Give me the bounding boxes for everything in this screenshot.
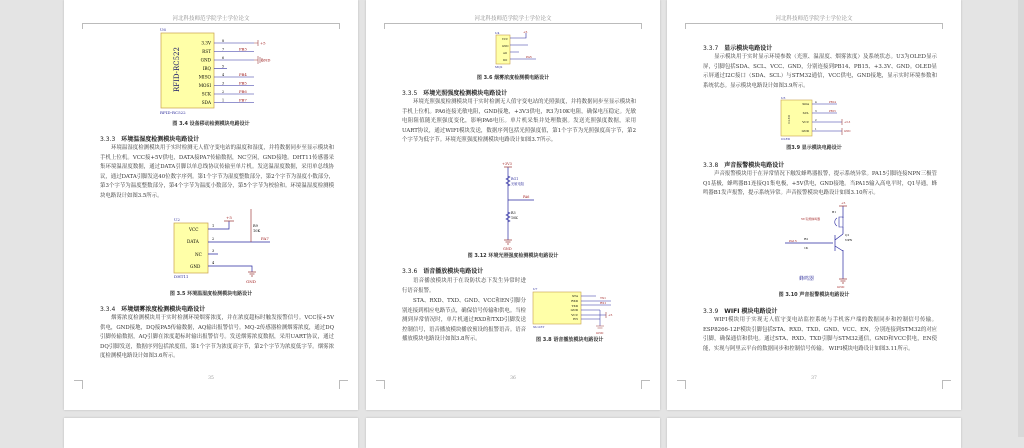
svg-text:4: 4	[212, 261, 215, 265]
svg-text:GND: GND	[502, 45, 509, 48]
svg-text:VCC: VCC	[571, 313, 578, 317]
svg-text:MQ2: MQ2	[495, 65, 503, 69]
svg-text:VCC: VCC	[502, 38, 508, 41]
part-label: RFID-RC522	[160, 110, 186, 115]
paragraph: 声音报警模块用于在异常情况下触发蜂鸣器报警，提示系统异常。PA15引脚连接NPN三极管Q1基极，蜂鸣器B1连接Q1集电极，+5V供电，GND接地。当PA15输入高电平时，Q1导通，蜂鸣器B1发声报警，提示系统异常。声音报警模块电路设计如图3.10所示。	[703, 171, 937, 197]
net-label: PB4	[239, 72, 247, 77]
paragraph: 烟雾浓度检测模块用于实时检测环境烟雾浓度，并在浓度超标时触发报警信号。VCC接+5V供电，GND接地，DQ接PA5传输数据，AQ输出报警信号。MQ-2传感器检测烟雾浓度，通过DQ引脚传输数据，AQ引脚在浓度超标时输出报警信号。发送烟雾浓度数据，采用UART协议，通过DQ引脚发送，数据序列包括浓度值，第1个字节为浓度高字节，第2个字节为浓度低字节。烟雾浓度检测模电路设计如图3.6所示。	[100, 315, 334, 360]
svg-text:B1: B1	[832, 210, 837, 214]
paragraph: 语音播放模块用于在设防状态下发生异常时进行语音报警。	[402, 278, 526, 294]
svg-text:R9: R9	[253, 224, 258, 228]
figure-buzzer-schematic	[667, 0, 961, 290]
pin-label: IRQ	[202, 66, 211, 71]
pin-label: 3.3V	[201, 40, 211, 46]
svg-text:SDA: SDA	[802, 102, 809, 106]
svg-text:GND: GND	[190, 264, 201, 269]
svg-text:R3: R3	[511, 211, 516, 215]
svg-text:1K: 1K	[804, 246, 809, 250]
pin-number: 5	[222, 64, 225, 69]
svg-text:U3: U3	[781, 96, 786, 100]
svg-text:GND: GND	[801, 129, 809, 133]
svg-text:PA15: PA15	[789, 239, 797, 243]
svg-text:+3.3: +3.3	[844, 121, 851, 124]
paragraph: 环境光照强度检测模块用于实时检测无人值守变电站的光照强度，并将数据同步至显示模块和手机上位机。PA6连接光敏电阻，GND接地，+3V3供电，R3为10K电阻，确保电压稳定。光敏电阻阻值随光照强度变化，影响PA6电压。单片机采集并处理数据。发送光照强度数据，采用UART协议，通过WIFI模块发送，数据序列包括光照强度值，第1个字节为光照强度高字节，第2个字节为低字节。环境光照强度检测模块电路设计如图3.7所示。	[402, 99, 636, 144]
net-label: PB5	[239, 80, 247, 86]
svg-text:PB14: PB14	[829, 101, 836, 104]
svg-text:VCC: VCC	[802, 120, 809, 124]
svg-text:+5: +5	[608, 313, 613, 317]
pin-number: 3	[222, 81, 225, 86]
page-36	[366, 0, 660, 410]
svg-text:+5: +5	[523, 30, 528, 34]
svg-text:+3V3: +3V3	[502, 162, 512, 166]
paragraph: WIFI模块用于实现无人值守变电站监控系统与手机客户端的数据同步和控制信号传输。ESP8266-12F模块引脚包括STA、RXD、TXD、GND、VCC、EN，分别连接到STM32的对应引脚，确保通信和供电。通过STA、RXD、TXD引脚与STM32通信，GND和VCC供电，EN使能，实现与阿里云平台的数据同步和控制信号传输。 WIFI模块电路设计如图3.11所示。	[703, 317, 937, 352]
svg-text:AO: AO	[503, 52, 507, 55]
svg-text:NC: NC	[195, 252, 202, 257]
pin-label: SCK	[201, 91, 211, 97]
next-page	[366, 418, 660, 448]
section-heading: 3.3.3 环境温湿度检测模块电路设计	[100, 136, 200, 143]
page-number: 36	[510, 376, 516, 381]
net-label: PB6	[239, 89, 247, 94]
svg-text:U2: U2	[174, 217, 180, 222]
section-heading: 3.3.8 声音报警模块电路设计	[703, 162, 785, 169]
page-header: 河北科技师范学院学士学位论文	[775, 16, 853, 22]
svg-text:Q1: Q1	[845, 233, 850, 237]
next-page	[667, 418, 961, 448]
corner-mark	[74, 380, 83, 389]
pin-number: 6	[222, 56, 225, 60]
svg-text:GND: GND	[837, 285, 845, 289]
svg-text:1: 1	[212, 224, 215, 228]
pin-label: RST	[202, 49, 211, 54]
svg-text:3: 3	[212, 249, 215, 253]
svg-text:NPN: NPN	[845, 238, 853, 242]
pin-number: 7	[222, 47, 225, 52]
figure-caption: 图3.9 显示模块电路设计	[786, 145, 842, 151]
svg-text:GND: GND	[844, 130, 851, 133]
svg-text:2: 2	[815, 119, 817, 122]
svg-text:10K: 10K	[253, 229, 261, 233]
svg-text:蜂鸣器: 蜂鸣器	[799, 276, 815, 282]
svg-text:RG1: RG1	[511, 177, 519, 181]
svg-text:STA: STA	[571, 294, 578, 298]
svg-text:5V有源蜂鸣器: 5V有源蜂鸣器	[801, 217, 821, 221]
svg-text:PA7: PA7	[261, 236, 269, 241]
scrollbar[interactable]	[1018, 0, 1024, 437]
svg-text:TXD: TXD	[571, 304, 578, 308]
svg-text:GND: GND	[503, 247, 512, 251]
section-heading: 3.3.9 WIFI 模块电路设计	[703, 308, 778, 315]
chip-label: RFID-RC522	[173, 47, 181, 92]
paragraph: 显示模块用于实时显示环境参数（光照、温湿度、烟雾浓度）及系统状态。U3为OLED显示屏，引脚包括SDA、SCL、VCC、GND，分别连接到PB14、PB15、+3.3V、GND。OLED显示屏通过I2C接口（SDA、SCL）与STM32通信，VCC供电，GND接地，显示实时环境参数和系统状态。显示模块电路设计如图3.9所示。	[703, 54, 937, 89]
paragraph: STA、RXD、TXD、GND、VCC和EN引脚分别连接到相应电路节点，确保信号传输和供电。当检测到异常情况时，单片机通过RXD和TXD引脚发送控制信号，语音播放模块播放预设的报警语音。语音播放模块电路设计如图3.8所示。	[402, 298, 526, 343]
svg-text:3: 3	[815, 110, 817, 113]
pin-number: 1	[222, 98, 225, 103]
svg-text:+5: +5	[226, 215, 232, 220]
corner-mark	[339, 380, 348, 389]
svg-text:2: 2	[212, 237, 215, 241]
figure-voice-module-schematic	[366, 0, 660, 340]
svg-text:光敏电阻: 光敏电阻	[511, 182, 525, 186]
corner-mark	[376, 380, 385, 389]
svg-text:VCC: VCC	[189, 227, 199, 232]
page-number: 35	[208, 376, 214, 381]
section-heading: 3.3.6 语音播放模块电路设计	[402, 268, 484, 275]
svg-text:RXD: RXD	[571, 299, 578, 303]
svg-text:PA5: PA5	[526, 55, 532, 59]
figure-caption: 图 3.8 语音播放模块电路设计	[536, 337, 604, 343]
net-label: PB7	[239, 97, 247, 103]
figure-caption: 图 3.5 环境温湿度检测模块电路设计	[169, 291, 253, 297]
svg-text:GND: GND	[596, 331, 604, 335]
page-37	[667, 0, 961, 410]
svg-text:PB15: PB15	[829, 110, 836, 113]
svg-text:TX1: TX1	[600, 296, 607, 300]
svg-text:U7: U7	[533, 287, 538, 291]
section-heading: 3.3.4 环境烟雾浓度检测模块电路设计	[100, 306, 206, 313]
svg-text:DO: DO	[503, 59, 508, 62]
pin-label: SDA	[201, 100, 211, 105]
net-label: +5	[260, 40, 266, 46]
svg-text:SCL: SCL	[802, 111, 809, 115]
page-35	[64, 0, 358, 410]
pin-label: GND	[200, 57, 211, 63]
svg-text:RX1: RX1	[600, 301, 607, 305]
svg-text:DHT11: DHT11	[174, 274, 189, 279]
svg-text:DATA: DATA	[187, 239, 199, 244]
svg-text:PA6: PA6	[523, 195, 530, 199]
figure-caption: 图 3.4 设备移动检测模块电路设计	[172, 121, 250, 127]
svg-text:OLED: OLED	[781, 137, 791, 141]
svg-text:GND: GND	[246, 279, 256, 284]
corner-mark	[942, 380, 951, 389]
figure-caption: 图 3.10 声音报警模块电路设计	[778, 292, 850, 298]
section-heading: 3.3.7 显示模块电路设计	[703, 45, 773, 52]
svg-text:SU-03T: SU-03T	[533, 325, 545, 329]
page-number: 37	[811, 376, 817, 381]
ref-label: U6	[160, 27, 166, 32]
corner-mark	[677, 380, 686, 389]
page-header: 河北科技师范学院学士学位论文	[172, 16, 250, 22]
pin-label: MISO	[198, 74, 211, 80]
section-heading: 3.3.5 环境光照强度检测模块电路设计	[402, 90, 508, 97]
svg-text:10K: 10K	[511, 216, 518, 220]
paragraph: 环境温湿度检测模块用于实时检测无人值守变电站的温度和湿度，并将数据同步至显示模块和手机上位机。VCC接+5V供电，DATA接PA7传输数据，NC空闲，GND接地。DHT11传感器采集环境温湿度数据，通过DATA引脚以单总线协议传输至单片机。发送温湿度数据，采用单总线协议，通过DATA引脚发送40位数字序列。第1个字节为湿度整数部分，第2个字节为湿度小数部分，第3个字节为温度整数部分，第4个字节为温度小数部分，第5个字节为校验和。环境温湿度检测模块电路设计如图3.5所示。	[100, 145, 334, 199]
svg-text:GND: GND	[570, 308, 578, 312]
pin-number: 8	[222, 39, 225, 43]
next-page	[64, 418, 358, 448]
pin-number: 2	[222, 90, 225, 94]
figure-caption: 图 3.6 烟雾浓度检测模电路设计	[476, 75, 550, 81]
svg-text:R2: R2	[804, 237, 809, 241]
figure-caption: 图 3.12 环境光照强度检测模块电路设计	[467, 253, 559, 259]
net-label: GND	[261, 57, 271, 63]
net-label: PB3	[239, 46, 247, 52]
svg-text:OLED: OLED	[787, 114, 791, 124]
page-header: 河北科技师范学院学士学位论文	[474, 16, 552, 22]
corner-mark	[641, 380, 650, 389]
pin-number: 4	[222, 73, 225, 77]
svg-text:1: 1	[815, 128, 817, 131]
svg-text:EN: EN	[573, 317, 578, 321]
svg-text:+5: +5	[841, 201, 846, 205]
svg-text:U4: U4	[495, 31, 500, 35]
pin-label: MOSI	[198, 83, 211, 88]
svg-text:4: 4	[815, 101, 817, 104]
figure-dht11-schematic	[64, 0, 358, 300]
